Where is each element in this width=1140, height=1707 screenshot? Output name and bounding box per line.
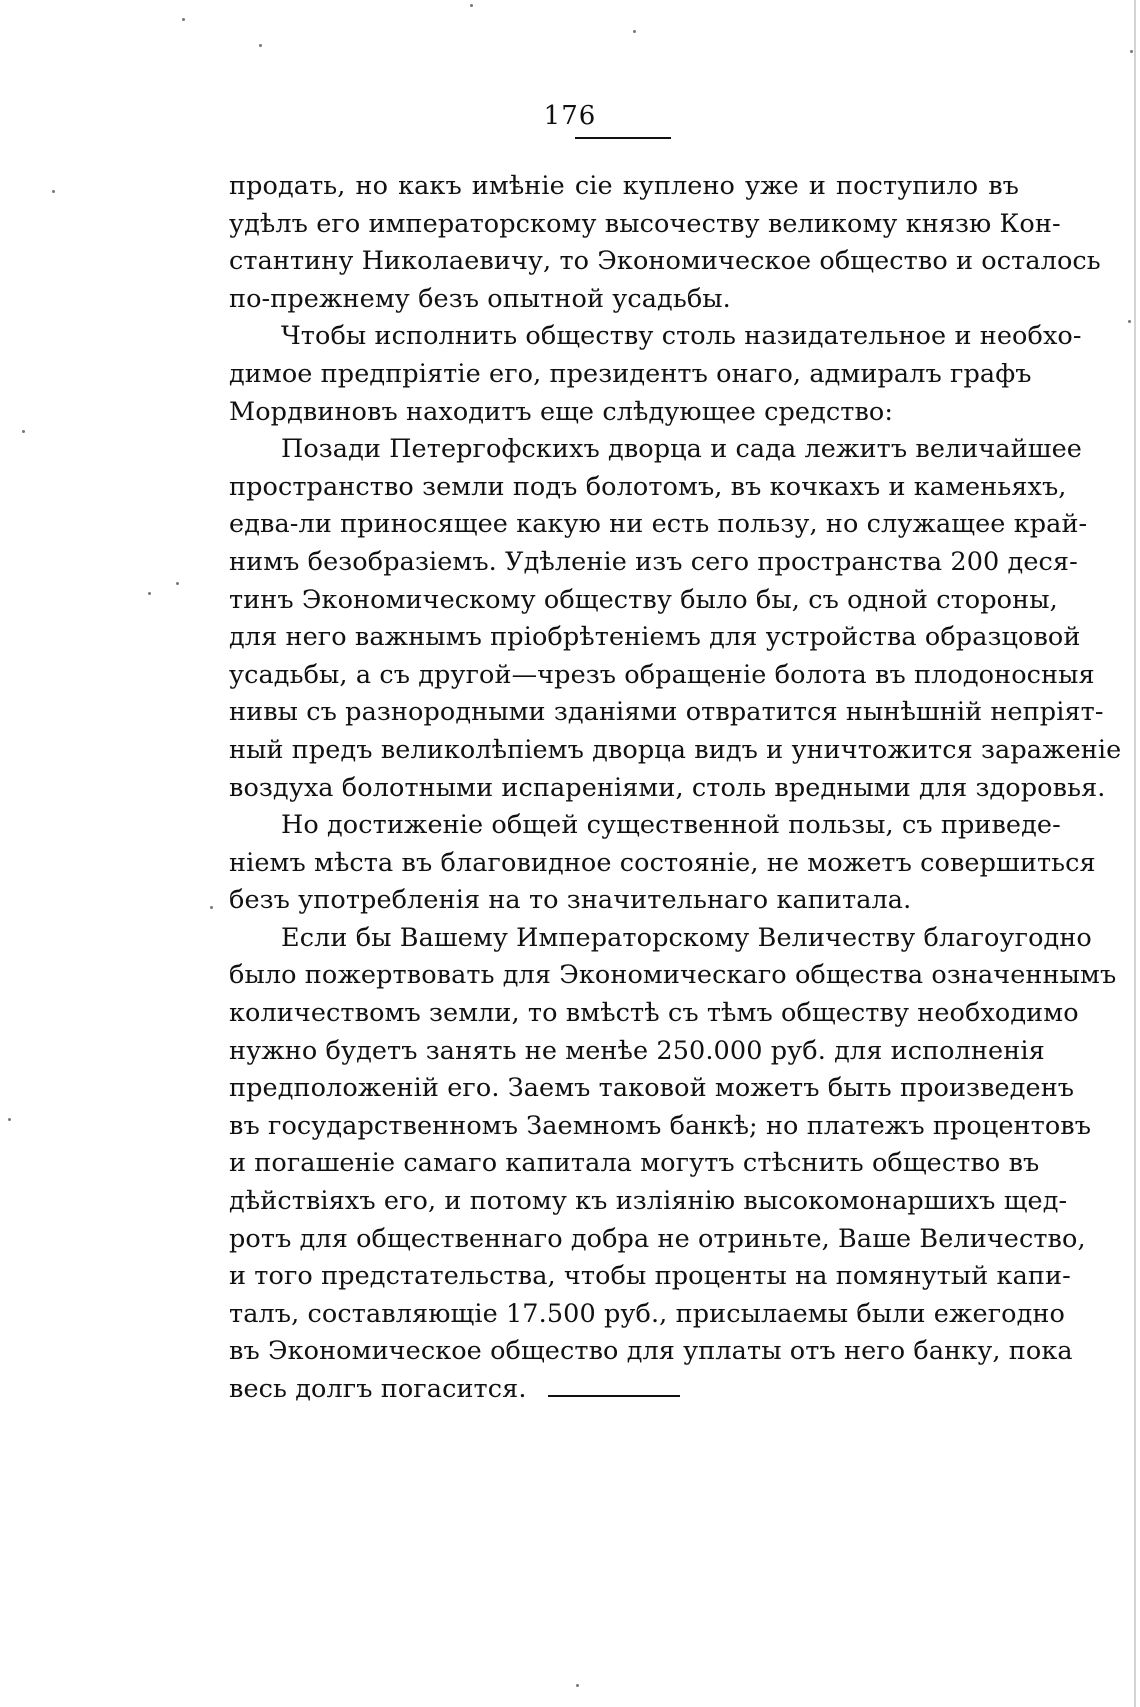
scan-speck [470, 4, 473, 7]
text-line: было пожертвовать для Экономическаго общества означеннымъ [229, 960, 1117, 991]
page-edge [1134, 0, 1136, 1707]
body-text [229, 168, 1122, 1409]
text-line: едва-ли приносящее какую ни есть пользу, но служащее край- [229, 509, 1088, 540]
text-line: удѣлъ его императорскому высочеству великому князю Кон- [229, 208, 1061, 239]
scan-speck [1130, 50, 1133, 53]
text-line: нивы съ разнородными зданіями отвратится нынѣшній непріят- [229, 697, 1104, 728]
scan-speck [210, 906, 213, 909]
scan-speck [259, 44, 262, 47]
text-line: и погашеніе самаго капитала могутъ стѣснить общество въ [229, 1148, 1040, 1179]
page-number: 176 [543, 101, 597, 131]
text-line: Позади Петергофскихъ дворца и сада лежитъ величайшее [281, 434, 1082, 465]
scan-speck [52, 190, 55, 193]
scan-speck [576, 1684, 579, 1687]
text-line: предположеній его. Заемъ таковой можетъ быть произведенъ [229, 1073, 1075, 1104]
scan-speck [1128, 320, 1131, 323]
text-line: нужно будетъ занять не менѣе 250.000 руб. для исполненія [229, 1035, 1045, 1066]
text-line: Чтобы исполнить обществу столь назидательное и необхо- [281, 321, 1082, 352]
text-line: пространство земли подъ болотомъ, въ кочкахъ и каменьяхъ, [229, 471, 1067, 502]
text-line: и того предстательства, чтобы проценты на помянутый капи- [229, 1261, 1071, 1292]
text-line: усадьбы, а съ другой—чрезъ обращеніе болота въ плодоносныя [229, 659, 1095, 690]
scan-speck [182, 18, 185, 21]
text-line: Но достиженіе общей существенной пользы, съ приведе- [281, 810, 1061, 841]
page-number-rule [575, 137, 671, 139]
scan-speck [148, 592, 151, 595]
text-line: весь долгъ погасится. [229, 1374, 527, 1404]
scan-speck [633, 30, 636, 33]
scan-speck [8, 1118, 11, 1121]
text-line: ніемъ мѣста въ благовидное состояніе, не можетъ совершиться [229, 847, 1096, 878]
text-line: стантину Николаевичу, то Экономическое общество и осталось [229, 246, 1101, 277]
scan-speck [176, 582, 179, 585]
text-line: въ Экономическое общество для уплаты отъ него банку, пока [229, 1336, 1073, 1367]
text-line: количествомъ земли, то вмѣстѣ съ тѣмъ обществу необходимо [229, 998, 1079, 1029]
text-line: для него важнымъ пріобрѣтеніемъ для устройства образцовой [229, 622, 1081, 653]
text-line: талъ, составляющіе 17.500 руб., присылаемы были ежегодно [229, 1298, 1065, 1329]
text-line: въ государственномъ Заемномъ банкѣ; но платежъ процентовъ [229, 1110, 1092, 1141]
text-line: Если бы Вашему Императорскому Величеству благоугодно [281, 922, 1092, 953]
text-line: нимъ безобразіемъ. Удѣленіе изъ сего пространства 200 деся- [229, 546, 1078, 577]
text-line: тинъ Экономическому обществу было бы, съ одной стороны, [229, 584, 1058, 615]
text-line: воздуха болотными испареніями, столь вредными для здоровья. [229, 772, 1106, 803]
text-line: димое предпріятіе его, президентъ онаго, адмиралъ графъ [229, 358, 1032, 389]
scan-speck [22, 430, 25, 433]
text-line: ротъ для общественнаго добра не отриньте, Ваше Величество, [229, 1223, 1086, 1254]
text-line: дѣйствіяхъ его, и потому къ излiянію высокомонаршихъ щед- [229, 1186, 1068, 1217]
text-line: продать, но какъ имѣніе сіе куплено уже и поступило въ [229, 171, 1019, 201]
text-line: по-прежнему безъ опытной усадьбы. [229, 283, 731, 314]
end-rule [548, 1395, 680, 1397]
text-line: безъ употребленія на то значительнаго капитала. [229, 885, 912, 916]
text-line: ный предъ великолѣпіемъ дворца видъ и уничтожится зараженіе [229, 734, 1122, 765]
text-line: Мордвиновъ находитъ еще слѣдующее средство: [229, 396, 894, 427]
